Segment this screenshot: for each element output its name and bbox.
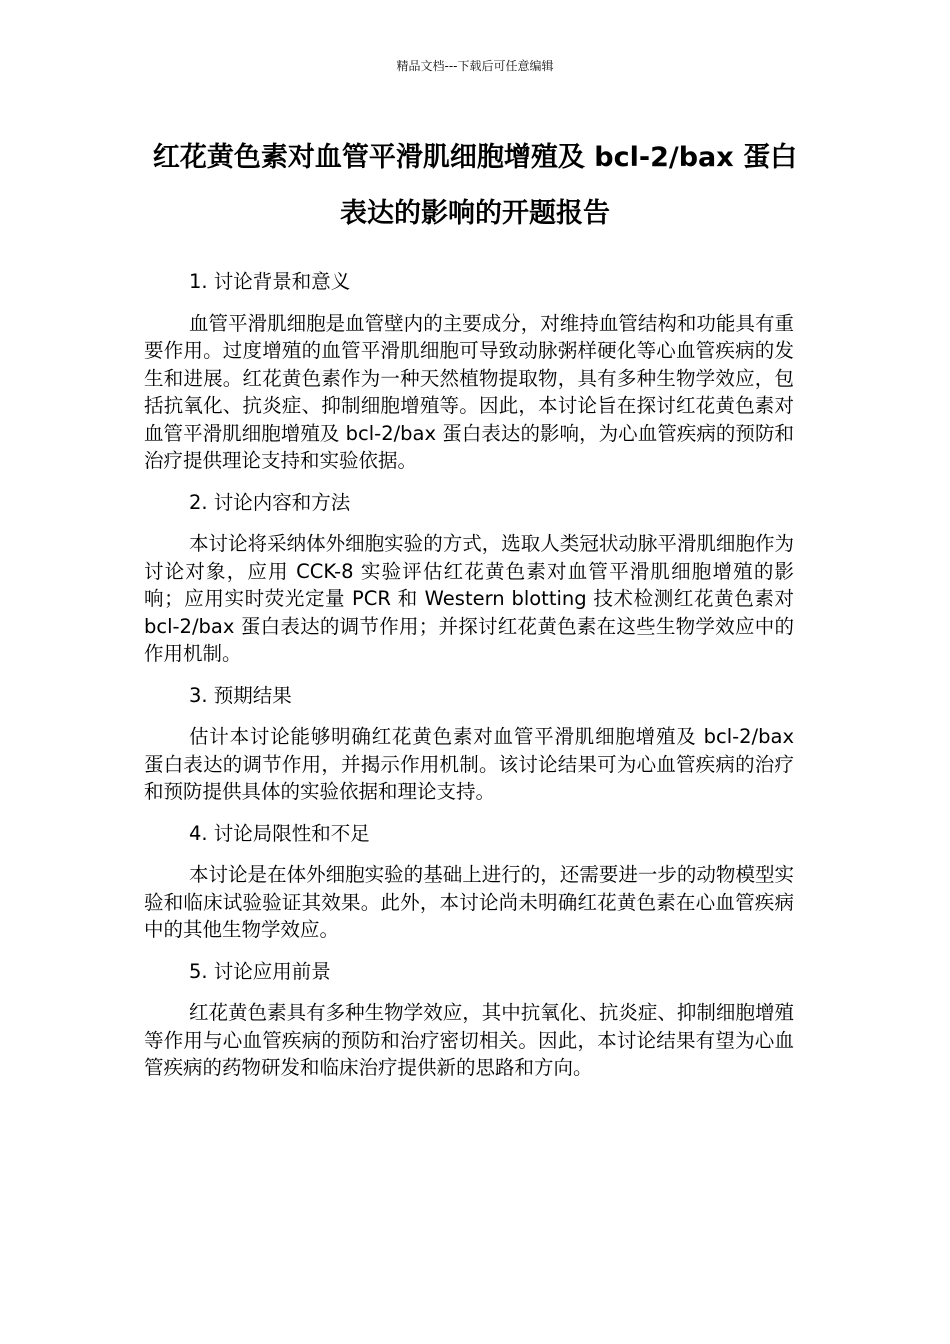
section-heading: 3. 预期结果 (189, 683, 292, 707)
section-heading: 5. 讨论应用前景 (189, 959, 331, 983)
section-paragraph: 本讨论是在体外细胞实验的基础上进行的，还需要进一步的动物模型实验和临床试验验证其效果。此外，本讨论尚未明确红花黄色素在心血管疾病中的其他生物学效应。 (144, 863, 794, 941)
document-body (144, 268, 794, 1096)
section-1 (144, 268, 794, 475)
section-paragraph: 本讨论将采纳体外细胞实验的方式，选取人类冠状动脉平滑肌细胞作为讨论对象，应用 CCK-8 实验评估红花黄色素对血管平滑肌细胞增殖的影响；应用实时荧光定量 PCR 和 Western blotting 技术检测红花黄色素对 bcl-2/bax 蛋白表达的调节作用；并探讨红花黄色素在这些生物学效应中的作用机制。 (144, 532, 794, 665)
section-5 (144, 958, 794, 1082)
section-2 (144, 489, 794, 668)
section-heading: 4. 讨论局限性和不足 (189, 821, 370, 845)
section-paragraph: 估计本讨论能够明确红花黄色素对血管平滑肌细胞增殖及 bcl-2/bax 蛋白表达的调节作用，并揭示作用机制。该讨论结果可为心血管疾病的治疗和预防提供具体的实验依据和理论支持。 (144, 725, 794, 803)
document-title: 红花黄色素对血管平滑肌细胞增殖及 bcl-2/bax 蛋白表达的影响的开题报告 (152, 142, 798, 229)
section-heading: 2. 讨论内容和方法 (189, 490, 351, 514)
section-4 (144, 820, 794, 944)
section-paragraph: 血管平滑肌细胞是血管壁内的主要成分，对维持血管结构和功能具有重要作用。过度增殖的血管平滑肌细胞可导致动脉粥样硬化等心血管疾病的发生和进展。红花黄色素作为一种天然植物提取物，具有多种生物学效应，包括抗氧化、抗炎症、抑制细胞增殖等。因此，本讨论旨在探讨红花黄色素对血管平滑肌细胞增殖及 bcl-2/bax 蛋白表达的影响，为心血管疾病的预防和治疗提供理论支持和实验依据。 (144, 311, 794, 472)
section-paragraph: 红花黄色素具有多种生物学效应，其中抗氧化、抗炎症、抑制细胞增殖等作用与心血管疾病的预防和治疗密切相关。因此，本讨论结果有望为心血管疾病的药物研发和临床治疗提供新的思路和方向。 (144, 1001, 794, 1079)
header-note: 精品文档---下载后可任意编辑 (396, 59, 554, 73)
section-heading: 1. 讨论背景和意义 (189, 270, 351, 293)
section-3 (144, 682, 794, 806)
